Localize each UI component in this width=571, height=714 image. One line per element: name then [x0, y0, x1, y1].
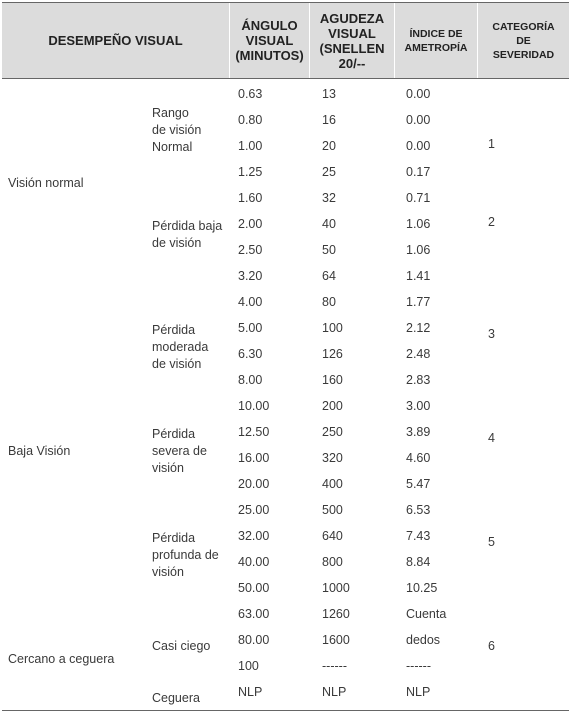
- agudeza-value: 400: [322, 477, 343, 491]
- header-agudeza-line: VISUAL: [328, 25, 376, 41]
- agudeza-value: 100: [322, 321, 343, 335]
- group-vision-normal: Visión normal: [8, 176, 84, 190]
- subgroup-casi-ciego: Casi ciego: [152, 639, 211, 653]
- indice-value: dedos: [406, 633, 441, 647]
- agudeza-value: 50: [322, 243, 336, 257]
- subgroup-line: Pérdida: [152, 531, 196, 545]
- header-desempeno: [2, 3, 229, 78]
- angulo-value: 32.00: [238, 529, 270, 543]
- indice-value: 10.25: [406, 581, 438, 595]
- angulo-value: NLP: [238, 685, 263, 699]
- agudeza-value: 16: [322, 113, 336, 127]
- subgroup-line: profunda de: [152, 548, 219, 562]
- agudeza-value: 1260: [322, 607, 350, 621]
- agudeza-value: 800: [322, 555, 343, 569]
- header-indice-line: AMETROPÍA: [404, 41, 468, 54]
- agudeza-value: 64: [322, 269, 336, 283]
- subgroup-line: Pérdida: [152, 427, 196, 441]
- angulo-value: 10.00: [238, 399, 270, 413]
- angulo-value: 80.00: [238, 633, 270, 647]
- subgroup-line: Normal: [152, 140, 193, 154]
- header-indice-line: ÍNDICE DE: [409, 27, 463, 40]
- subgroup-perdida-moderada: [152, 322, 208, 373]
- angulo-value: 100: [238, 659, 259, 673]
- subgroup-line: visión: [152, 565, 184, 579]
- header-categoria-line: DE: [516, 34, 531, 47]
- agudeza-value: 40: [322, 217, 336, 231]
- angulo-value: 0.63: [238, 87, 263, 101]
- subgroup-line: de visión: [152, 123, 202, 137]
- header-categoria: [478, 3, 569, 78]
- category-value: 2: [488, 215, 495, 229]
- indice-value: 1.41: [406, 269, 431, 283]
- header-angulo-line: VISUAL: [245, 33, 294, 48]
- agudeza-value: 320: [322, 451, 343, 465]
- angulo-value: 2.00: [238, 217, 263, 231]
- agudeza-value: 25: [322, 165, 336, 179]
- agudeza-value: 80: [322, 295, 336, 309]
- header-angulo-line: (MINUTOS): [235, 48, 304, 63]
- indice-value: 0.00: [406, 139, 431, 153]
- angulo-value: 1.25: [238, 165, 263, 179]
- agudeza-value: 1600: [322, 633, 350, 647]
- subgroup-ceguera: Ceguera: [152, 691, 200, 705]
- category-value: 4: [488, 431, 495, 445]
- indice-value: 0.00: [406, 87, 431, 101]
- subgroup-line: de visión: [152, 357, 202, 371]
- indice-value: ------: [406, 659, 431, 673]
- angulo-value: 5.00: [238, 321, 263, 335]
- agudeza-value: NLP: [322, 685, 347, 699]
- indice-value: 0.17: [406, 165, 431, 179]
- angulo-value: 40.00: [238, 555, 270, 569]
- indice-value: 2.48: [406, 347, 431, 361]
- subgroup-line: visión: [152, 461, 184, 475]
- group-cercano-ceguera: Cercano a ceguera: [8, 652, 115, 666]
- agudeza-value: 200: [322, 399, 343, 413]
- indice-value: Cuenta: [406, 607, 447, 621]
- indice-value: 6.53: [406, 503, 431, 517]
- subgroup-line: Rango: [152, 106, 189, 120]
- header-desempeno-label: DESEMPEÑO VISUAL: [48, 33, 183, 48]
- agudeza-value: 32: [322, 191, 336, 205]
- agudeza-value: 500: [322, 503, 343, 517]
- subgroup-line: de visión: [152, 236, 202, 250]
- indice-value: 1.06: [406, 217, 431, 231]
- indice-value: 4.60: [406, 451, 431, 465]
- angulo-value: 2.50: [238, 243, 263, 257]
- angulo-value: 0.80: [238, 113, 263, 127]
- header-agudeza-line: 20/--: [338, 55, 366, 71]
- subgroup-rango-vision-normal: [152, 105, 201, 156]
- subgroup-line: Pérdida: [152, 323, 196, 337]
- agudeza-value: 1000: [322, 581, 350, 595]
- table-bottom-rule: [2, 710, 569, 711]
- indice-value: 2.12: [406, 321, 431, 335]
- header-angulo: [230, 3, 309, 78]
- agudeza-value: 250: [322, 425, 343, 439]
- subgroup-line: moderada: [152, 340, 209, 354]
- header-categoria-line: CATEGORÍA: [492, 20, 555, 33]
- agudeza-value: ------: [322, 659, 347, 673]
- header-agudeza-line: AGUDEZA: [319, 10, 385, 26]
- indice-value: 3.00: [406, 399, 431, 413]
- indice-value: 7.43: [406, 529, 431, 543]
- visual-performance-table: [2, 2, 569, 712]
- header-angulo-line: ÁNGULO: [241, 18, 298, 33]
- angulo-value: 20.00: [238, 477, 270, 491]
- indice-value: 1.06: [406, 243, 431, 257]
- category-value: 1: [488, 137, 495, 151]
- angulo-value: 8.00: [238, 373, 263, 387]
- indice-value: 0.00: [406, 113, 431, 127]
- angulo-value: 25.00: [238, 503, 270, 517]
- header-indice: [395, 3, 477, 78]
- agudeza-value: 126: [322, 347, 343, 361]
- table-header: [2, 2, 569, 79]
- angulo-value: 4.00: [238, 295, 263, 309]
- indice-value: 3.89: [406, 425, 431, 439]
- angulo-value: 16.00: [238, 451, 270, 465]
- angulo-value: 1.00: [238, 139, 263, 153]
- indice-value: 0.71: [406, 191, 431, 205]
- agudeza-value: 13: [322, 87, 336, 101]
- agudeza-value: 160: [322, 373, 343, 387]
- angulo-value: 63.00: [238, 607, 270, 621]
- angulo-value: 1.60: [238, 191, 263, 205]
- agudeza-value: 20: [322, 139, 336, 153]
- angulo-value: 6.30: [238, 347, 263, 361]
- header-agudeza: [310, 3, 394, 78]
- indice-value: 8.84: [406, 555, 431, 569]
- group-baja-vision: Baja Visión: [8, 444, 71, 458]
- subgroup-line: severa de: [152, 444, 207, 458]
- angulo-value: 12.50: [238, 425, 270, 439]
- category-value: 6: [488, 639, 495, 653]
- header-categoria-line: SEVERIDAD: [492, 48, 555, 61]
- subgroup-perdida-profunda: [152, 530, 219, 581]
- subgroup-perdida-baja: [152, 218, 222, 252]
- indice-value: 2.83: [406, 373, 431, 387]
- subgroup-perdida-severa: [152, 426, 207, 477]
- angulo-value: 3.20: [238, 269, 263, 283]
- indice-value: NLP: [406, 685, 431, 699]
- agudeza-value: 640: [322, 529, 343, 543]
- indice-value: 1.77: [406, 295, 431, 309]
- header-agudeza-line: (SNELLEN: [319, 40, 385, 56]
- category-value: 3: [488, 327, 495, 341]
- subgroup-line: Pérdida baja: [152, 219, 223, 233]
- category-value: 5: [488, 535, 495, 549]
- angulo-value: 50.00: [238, 581, 270, 595]
- indice-value: 5.47: [406, 477, 431, 491]
